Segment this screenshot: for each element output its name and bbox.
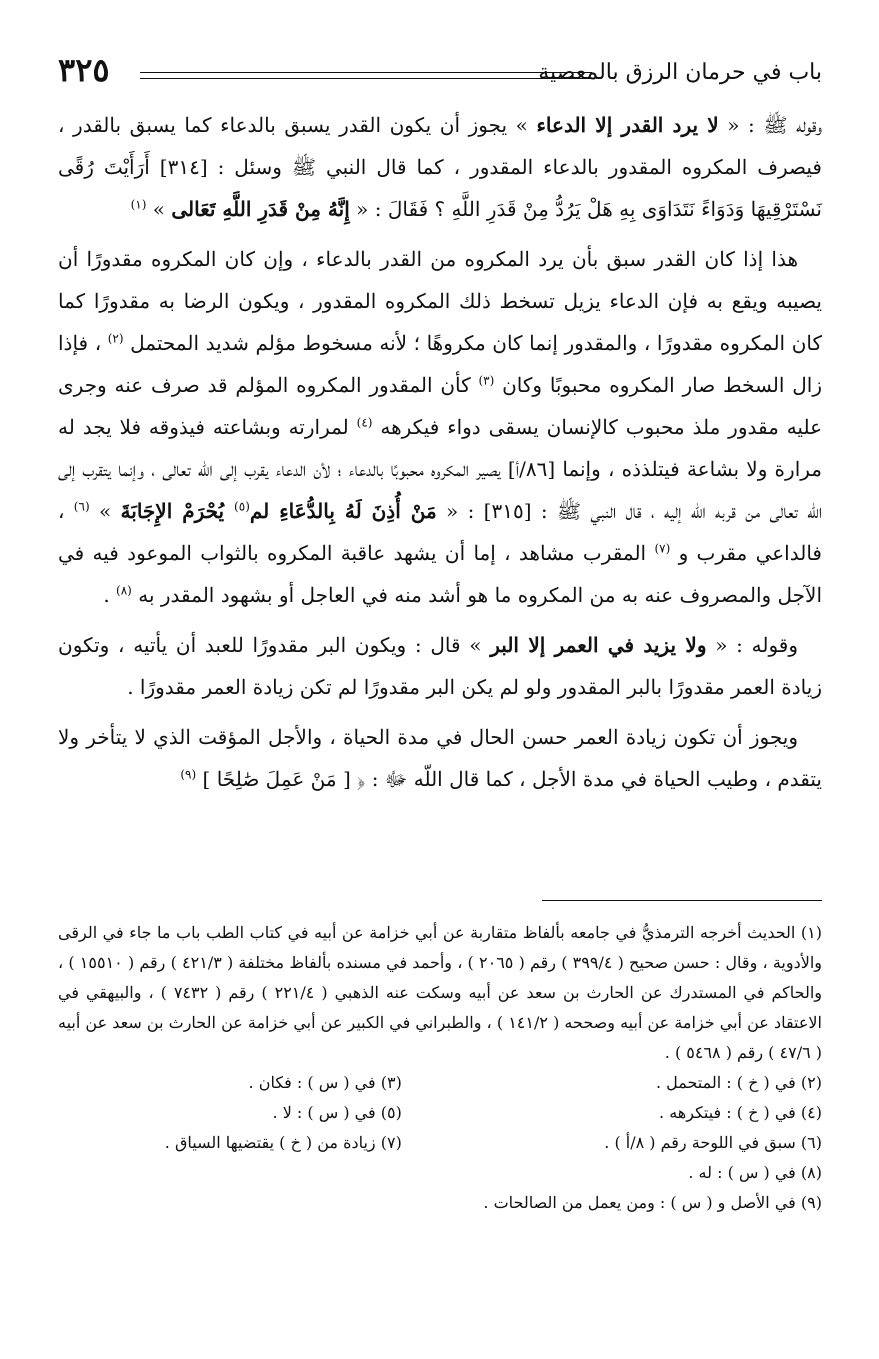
footnote-5: (٥) في ( س ) : لا . <box>272 1103 402 1122</box>
footnotes <box>58 918 822 1218</box>
footnote-ref: (٨) <box>116 583 132 598</box>
header-double-rule <box>140 72 592 79</box>
hadith-quote: مَنْ أُذِنَ لَهُ بِالدُّعَاءِ لم <box>249 499 437 523</box>
text-run: » قال : ويكون البر مقدورًا للعبد أن يأتيه ، وتكون زيادة العمر مقدورًا بالبر المقدور ولو لم يكن البر مقدورًا لم تكن زيادة العمر مقدورًا . <box>58 633 822 699</box>
hadith-quote: يُحْرَمْ الإِجَابَةَ <box>120 499 235 523</box>
footnote-ref: (٥) <box>234 499 250 514</box>
footnote-6: (٦) سبق في اللوحة رقم ( ٨/أ ) . <box>604 1133 822 1152</box>
footnote-3: (٣) في ( س ) : فكان . <box>248 1073 402 1092</box>
footnote-1: (١) الحديث أخرجه الترمذيُّ في جامعه بألفاظ متقاربة عن أبي خزامة عن أبيه في كتاب الطب باب ما جاء في الرقى والأدوية ، وقال : حسن صحيح ( ٣٩٩/٤ ) رقم ( ٢٠٦٥ ) ، وأحمد في مسنده بألفاظ مختلفة ( ٤٢١/٣ ) رقم ( ١٥٥١٠ ) ، والحاكم في المستدرك عن الحارث بن سعد عن أبيه وسكت عنه الذهبي ( ٢٢١/٤ ) رقم ( ٧٤٣٢ ) ، والبيهقي في الاعتقاد عن أبي خزامة عن أبيه وصححه ( ١٤١/٢ ) ، والطبراني في الكبير عن أبي خزامة عن الحارث بن سعد عن أبيه ( ٤٧/٦ ) رقم ( ٥٤٦٨ ) . <box>58 923 823 1062</box>
paragraph-2 <box>58 238 822 616</box>
text-run: كأن المقدور المكروه المؤلم قد صرف عنه وجرى عليه مقدور ملذ محبوب كالإنسان يسقى دواء فيكرهه <box>58 373 823 439</box>
text-run: ، فالداعي مقرب و <box>58 499 822 565</box>
footnote-ref: (٣) <box>478 373 495 388</box>
footnote-4: (٤) في ( خ ) : فيتكرهه . <box>659 1103 822 1122</box>
page-header <box>58 50 822 98</box>
paragraph-3 <box>58 624 822 708</box>
hadith-quote: إِنَّهُ مِنْ قَدَرِ اللَّهِ تَعَالى <box>171 197 350 221</box>
chapter-title: باب في حرمان الرزق بالمعصية <box>538 60 822 85</box>
text-run: المقرب مشاهد ، إما أن يشهد عاقبة المكروه بالثواب الموعود فيه في الآجل والمصروف عنه به من المكروه ما هو أشد منه في العاجل أو بشهود المقدر به <box>58 541 822 607</box>
main-text <box>58 104 822 808</box>
footnote-row <box>58 1068 822 1098</box>
text-run: هذا إذا كان القدر سبق بأن يرد المكروه من القدر بالدعاء ، وإن كان المكروه مقدورًا أن يصيبه ويقع به فإن الدعاء يزيل تسخط ذلك المكروه المقدور ، ويكون الرضا به مقدورًا كما كان المكروه مقدورًا ، والمقدور إنما كان مكروهًا ؛ لأنه مسخوط مؤلم شديد المحتمل <box>58 247 822 355</box>
paragraph-1 <box>58 104 822 230</box>
footnote-ref: (٢) <box>107 331 124 346</box>
text-run: . <box>103 583 117 607</box>
footnote-divider <box>542 900 822 901</box>
text-run: » <box>146 197 172 221</box>
footnote-ref: (٧) <box>654 541 671 556</box>
footnote-7: (٧) زيادة من ( خ ) يقتضيها السياق . <box>164 1133 402 1152</box>
footnote-8: (٨) في ( س ) : له . <box>688 1163 822 1182</box>
footnote-ref: (٤) <box>356 415 373 430</box>
footnote-ref: (٩) <box>180 767 197 782</box>
text-run: ، فإذا زال السخط صار المكروه محبوبًا وكان <box>58 331 822 397</box>
page-number: ٣٢٥ <box>58 51 110 89</box>
footnote-row <box>58 1098 822 1128</box>
text-run: ويجوز أن تكون زيادة العمر حسن الحال في مدة الحياة ، والأجل المؤقت الذي لا يتأخر ولا يتقدم ، وطيب الحياة في مدة الأجل ، كما قال اللّه ﷻ : ﴿ [ مَنْ عَمِلَ صَٰلِحًا ] <box>58 725 822 791</box>
text-run: » يجوز أن يكون القدر يسبق بالدعاء كما يسبق بالقدر ، فيصرف المكروه المقدور بالدعاء المقدور ، كما قال النبي ﷺ وسئل : [٣١٤] أَرَأَيْتَ رُقًى نَسْتَرْقِيهَا وَدَوَاءً نَتَدَاوَى بِهِ هَلْ يَرُدُّ مِنْ قَدَرِ اللَّهِ ؟ فَقَالَ : « <box>58 113 822 221</box>
paragraph-4 <box>58 716 822 800</box>
footnote-ref: (١) <box>130 197 147 212</box>
footnote-9: (٩) في الأصل و ( س ) : ومن يعمل من الصالحات . <box>483 1193 822 1212</box>
text-run: وقوله ﷺ : « <box>718 113 823 137</box>
text-run: وقوله : « <box>706 633 799 657</box>
hadith-quote: ولا يزيد في العمر إلا البر <box>490 633 707 657</box>
footnote-ref: (٦) <box>73 499 90 514</box>
footnote-2: (٢) في ( خ ) : المتحمل . <box>655 1073 822 1092</box>
text-run: لمرارته وبشاعته فيذوقه فلا يجد له مرارة ولا بشاعة فيتلذذه ، وإنما [٨٦/أ] يصير المكروه محبوبًا بالدعاء ؛ لأن الدعاء يقرب إلى اللّه تعالى ، وإنما يتقرب إلى اللّه تعالى من قربه اللّه إليه ، قال النبي ﷺ : [٣١٥] : « <box>58 415 823 523</box>
text-run: » <box>89 499 121 523</box>
footnote-row <box>58 1128 822 1158</box>
hadith-quote: لا يرد القدر إلا الدعاء <box>536 113 719 137</box>
